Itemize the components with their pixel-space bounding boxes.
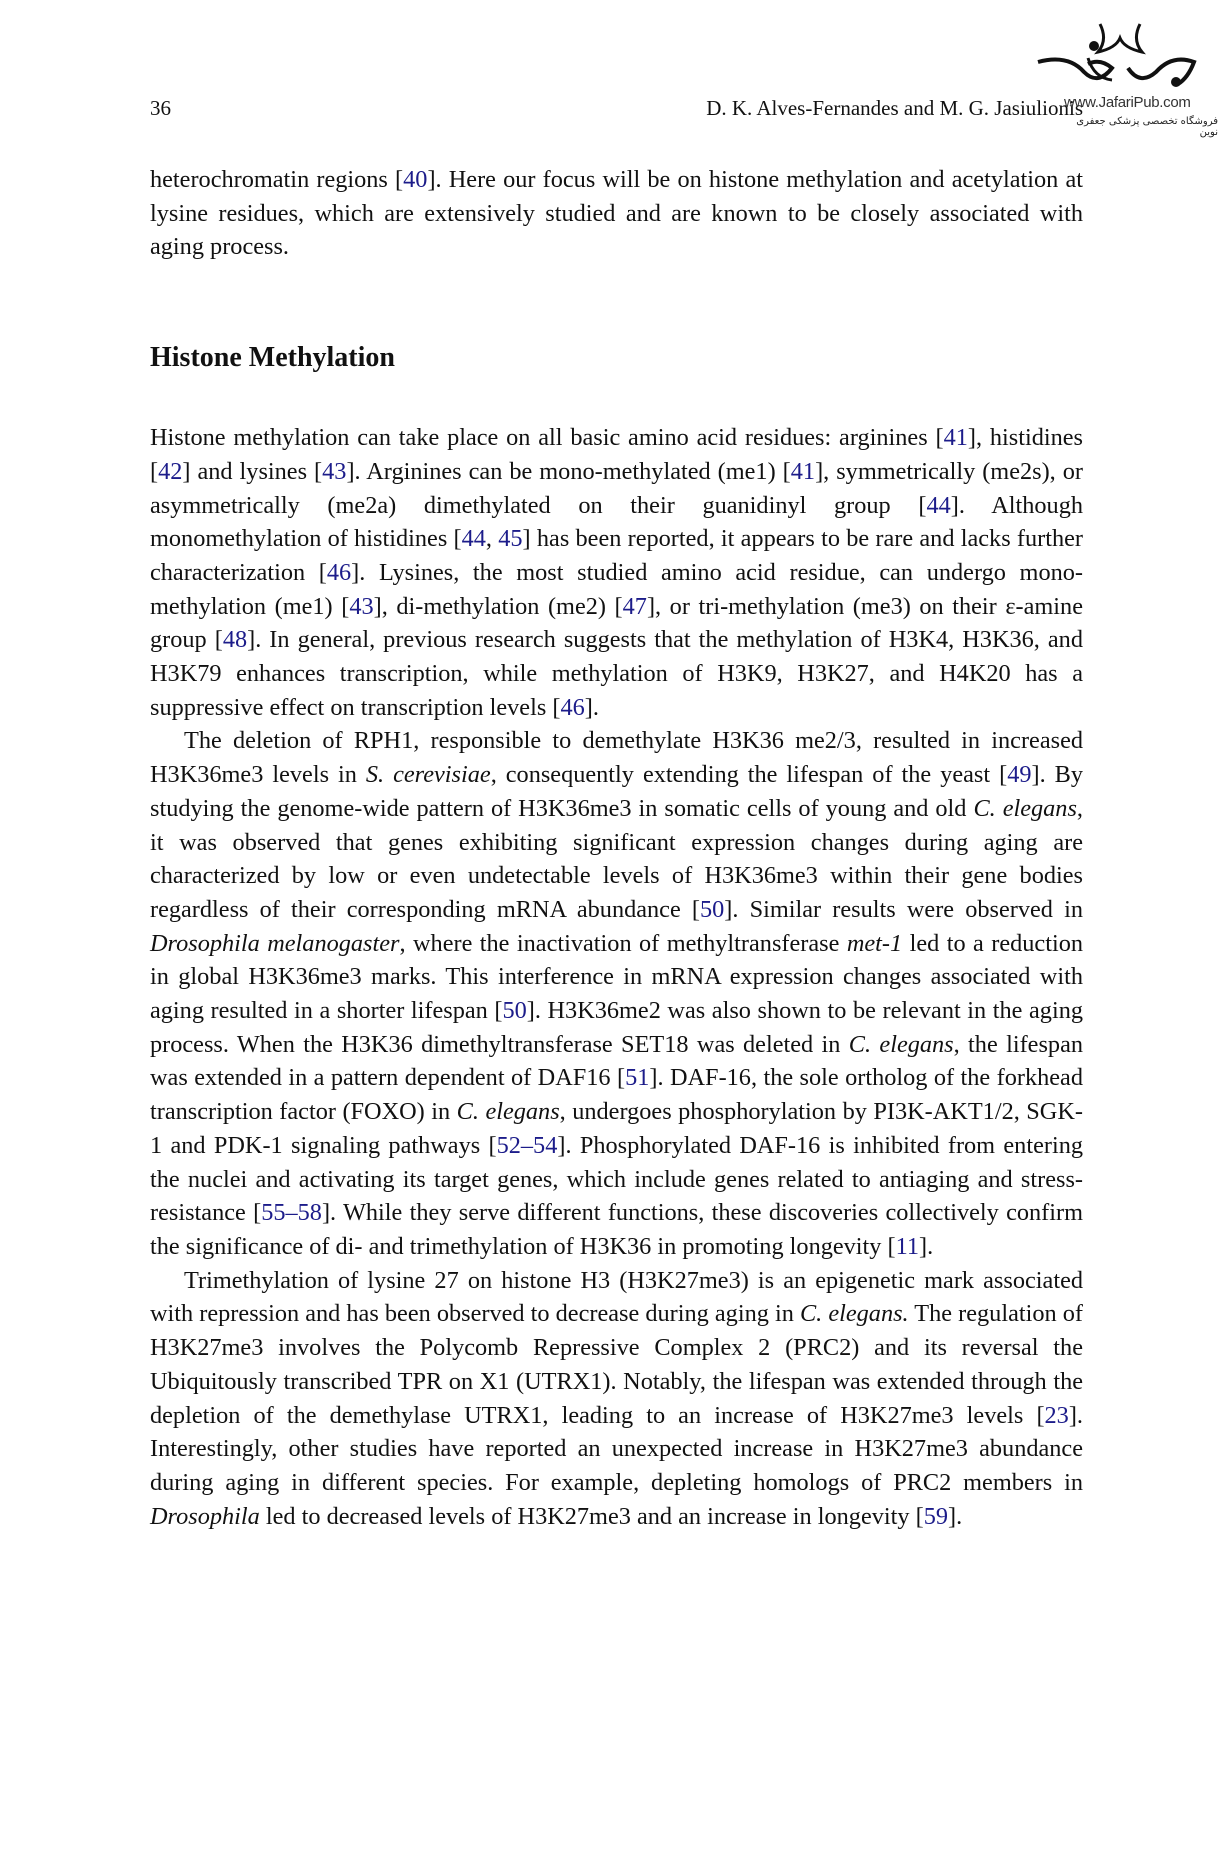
citation-link[interactable]: 43 (349, 592, 374, 620)
citation-link[interactable]: 46 (560, 693, 585, 721)
body-paragraph-1: Histone methylation can take place on all basic amino acid residues: arginines [41], histidines [42] and lysines [43]. Arginines can be mono-methylated (me1) [41], symmetrically (me2s), or asymmetrically (me2a) dimethylated on their guanidinyl group [44]. Although monomethylation of histidines [44, 45] has been reported, it appears to be rare and lacks further characterization [46]. Lysines, the most studied amino acid residue, can undergo mono-methylation (me1) [43], di-methylation (me2) [47], or tri-methylation (me3) on their ε-amine group [48]. In general, previous research suggests that the methylation of H3K4, H3K36, and H3K79 enhances transcription, while methylation of H3K9, H3K27, and H4K20 has a suppressive effect on transcription levels [46]. (150, 424, 1083, 721)
citation-link[interactable]: 42 (158, 457, 183, 485)
citation-link[interactable]: 46 (326, 558, 352, 586)
publisher-watermark (1018, 18, 1218, 138)
publisher-logo-icon (1028, 18, 1198, 96)
page-body (150, 163, 1083, 1533)
italic-term: C. elegans (456, 1098, 560, 1126)
page-header (150, 96, 1083, 126)
publisher-url: www.JafariPub.com (1064, 94, 1191, 111)
citation-link[interactable]: 59 (923, 1502, 948, 1530)
intro-paragraph: heterochromatin regions [40]. Here our focus will be on histone methylation and acetylation at lysine residues, which are extensively studied and are known to be closely associated with aging process. (150, 166, 1083, 261)
italic-term: S. cerevisiae (365, 761, 491, 789)
citation-link[interactable]: 41 (943, 424, 968, 452)
running-head-authors: D. K. Alves-Fernandes and M. G. Jasiulionis (706, 96, 1083, 120)
italic-term: met-1 (846, 929, 903, 957)
citation-link[interactable]: 44 (926, 491, 951, 519)
citation-link[interactable]: 48 (222, 626, 248, 654)
citation-link[interactable]: 49 (1007, 761, 1032, 789)
italic-term: C. elegans. (799, 1300, 909, 1328)
publisher-subtitle: فروشگاه تخصصی پزشکی جعفری نوین (1076, 116, 1218, 138)
citation-link[interactable]: 52–54 (496, 1131, 558, 1159)
citation-link[interactable]: 41 (790, 457, 816, 485)
citation-link[interactable]: 47 (622, 592, 647, 620)
italic-term: C. elegans (973, 794, 1077, 822)
citation-link[interactable]: 50 (502, 997, 527, 1025)
body-paragraph-2: The deletion of RPH1, responsible to demethylate H3K36 me2/3, resulted in increased H3K36me3 levels in S. cerevisiae, consequently extending the lifespan of the yeast [49]. By studying the genome-wide pattern of H3K36me3 in somatic cells of young and old C. elegans, it was observed that genes exhibiting significant expression changes during aging are characterized by low or even undetectable levels of H3K36me3 within their gene bodies regardless of their corresponding mRNA abundance [50]. Similar results were observed in Drosophila melanogaster, where the inactivation of methyltransferase met-1 led to a reduction in global H3K36me3 marks. This interference in mRNA expression changes associated with aging resulted in a shorter lifespan [50]. H3K36me2 was also shown to be relevant in the aging process. When the H3K36 dimethyltransferase SET18 was deleted in C. elegans, the lifespan was extended in a pattern dependent of DAF16 [51]. DAF-16, the sole ortholog of the forkhead transcription factor (FOXO) in C. elegans, undergoes phosphorylation by PI3K-AKT1/2, SGK-1 and PDK-1 signaling pathways [52–54]. Phosphorylated DAF-16 is inhibited from entering the nuclei and activating its target genes, which include genes related to antiaging and stress-resistance [55–58]. While they serve different functions, these discoveries collectively confirm the significance of di- and trimethylation of H3K36 in promoting longevity [11]. (150, 727, 1084, 1260)
citation-link[interactable]: 55–58 (261, 1199, 322, 1227)
citation-link[interactable]: 11 (895, 1232, 920, 1260)
section-title: Histone Methylation (150, 342, 395, 374)
page-number: 36 (150, 96, 171, 120)
citation-link[interactable]: 45 (498, 525, 523, 553)
citation-link[interactable]: 23 (1044, 1401, 1069, 1429)
citation-link[interactable]: 51 (625, 1064, 650, 1092)
citation-link[interactable]: 50 (699, 895, 725, 923)
italic-term: C. elegans (848, 1030, 954, 1058)
italic-term: Drosophila melanogaster (150, 929, 400, 957)
italic-term: Drosophila (150, 1502, 260, 1530)
body-paragraph-3: Trimethylation of lysine 27 on histone H3 (H3K27me3) is an epigenetic mark associated with repression and has been observed to decrease during aging in C. elegans. The regulation of H3K27me3 involves the Polycomb Repressive Complex 2 (PRC2) and its reversal the Ubiquitously transcribed TPR on X1 (UTRX1). Notably, the lifespan was extended through the depletion of the demethylase UTRX1, leading to an increase of H3K27me3 levels [23]. Interestingly, other studies have reported an unexpected increase in H3K27me3 abundance during aging in different species. For example, depleting homologs of PRC2 members in Drosophila led to decreased levels of H3K27me3 and an increase in longevity [59]. (150, 1266, 1083, 1530)
citation-link[interactable]: 43 (322, 457, 347, 485)
citation-link[interactable]: 44 (461, 525, 486, 553)
citation-link[interactable]: 40 (403, 166, 428, 193)
